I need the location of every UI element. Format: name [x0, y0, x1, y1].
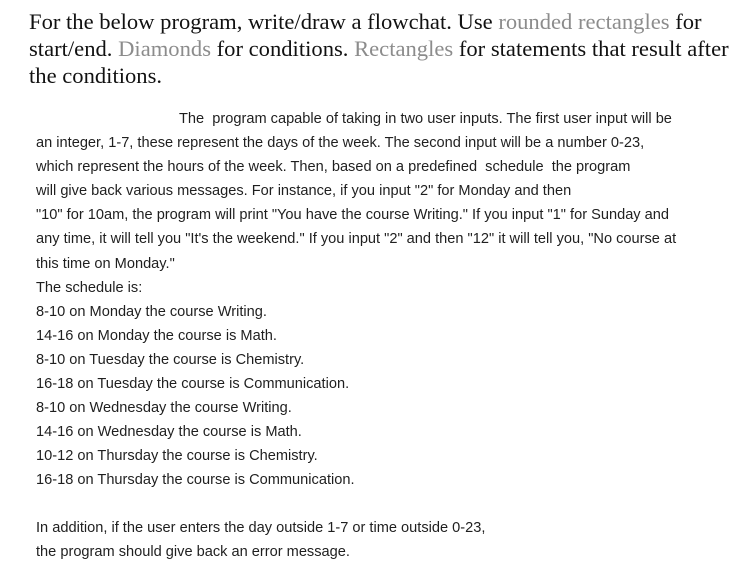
heading-text-1: For the below program, write/draw a flowchat. Use	[29, 9, 499, 34]
rectangles-term: Rectangles	[354, 36, 454, 61]
description-line: which represent the hours of the week. Then, based on a predefined schedule the program	[36, 159, 631, 176]
addition-line: the program should give back an error message.	[36, 543, 350, 560]
description-line: will give back various messages. For instance, if you input "2" for Monday and then	[36, 183, 572, 200]
question-heading	[29, 8, 747, 89]
heading-text-2: for start/end.	[29, 9, 702, 61]
schedule-title: The schedule is:	[36, 279, 143, 296]
schedule-item: 14-16 on Wednesday the course is Math.	[36, 424, 302, 441]
description-line: this time on Monday."	[36, 255, 175, 272]
heading-text-4: for statements that result after the conditions.	[29, 36, 729, 88]
schedule-item: 8-10 on Wednesday the course Writing.	[36, 400, 292, 417]
schedule-item: 8-10 on Tuesday the course is Chemistry.	[36, 351, 305, 368]
schedule-item: 14-16 on Monday the course is Math.	[36, 327, 277, 344]
heading-text-3: for conditions.	[211, 36, 355, 61]
rounded-rectangles-term: rounded rectangles	[498, 9, 670, 34]
description-line: an integer, 1-7, these represent the days of the week. The second input will be a number 0-23,	[36, 135, 645, 152]
schedule-item: 16-18 on Thursday the course is Communication.	[36, 472, 355, 489]
description-line: The program capable of taking in two user inputs. The first user input will be	[179, 111, 672, 127]
diamonds-term: Diamonds	[118, 36, 211, 61]
question-body	[36, 107, 751, 564]
description-line: any time, it will tell you "It's the weekend." If you input "2" and then "12" it will tell you, "No course at	[36, 231, 677, 248]
schedule-item: 16-18 on Tuesday the course is Communication.	[36, 376, 350, 393]
paragraph-gap	[36, 493, 751, 516]
schedule-item: 8-10 on Monday the course Writing.	[36, 303, 267, 320]
description-line: "10" for 10am, the program will print "You have the course Writing." If you input "1" for Sunday and	[36, 207, 670, 224]
schedule-item: 10-12 on Thursday the course is Chemistry.	[36, 448, 318, 465]
addition-line: In addition, if the user enters the day outside 1-7 or time outside 0-23,	[36, 519, 486, 536]
